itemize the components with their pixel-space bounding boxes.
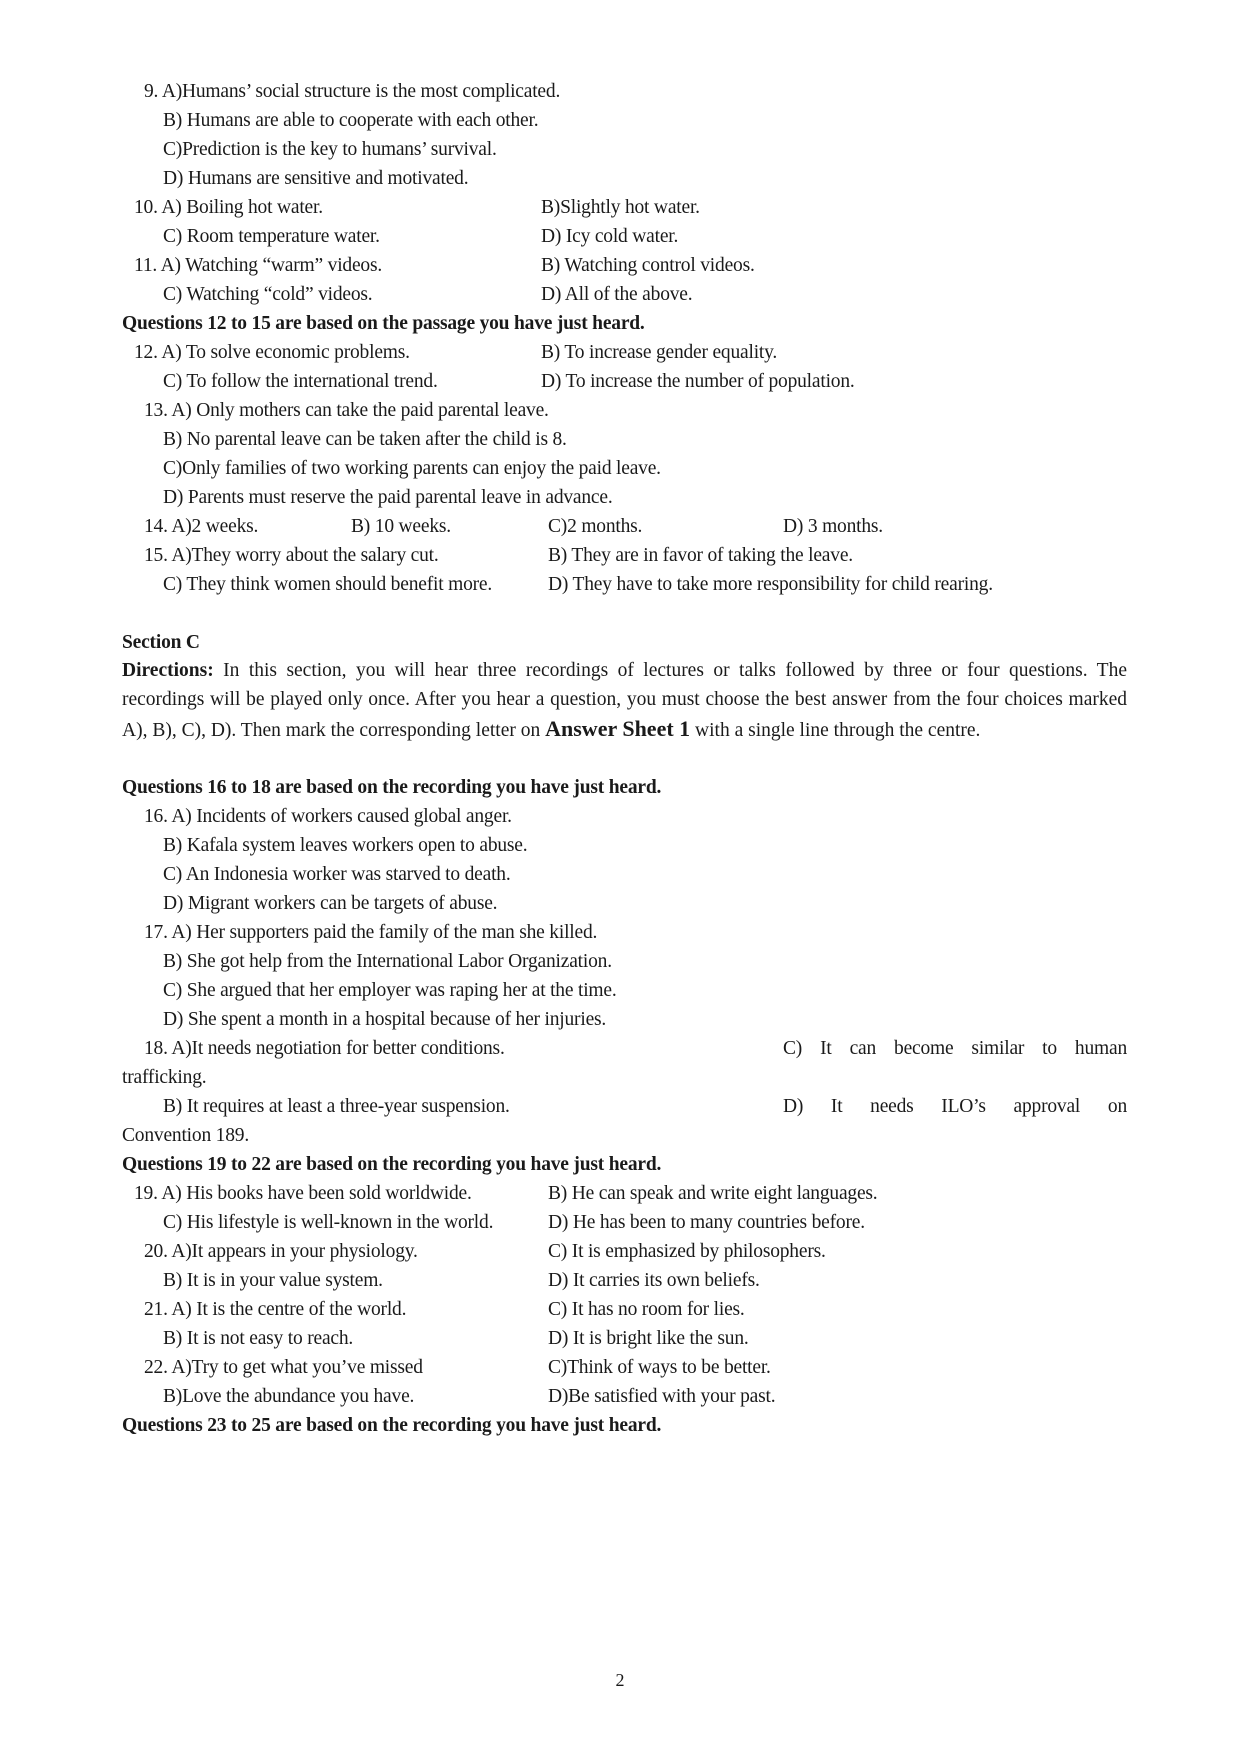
q22-option-b: B)Love the abundance you have. xyxy=(163,1386,415,1407)
directions-label: Directions: xyxy=(122,660,214,681)
page-number: 2 xyxy=(615,1670,625,1690)
q17-option-d: D) She spent a month in a hospital because of her injuries. xyxy=(163,1009,607,1030)
q19-option-d: D) He has been to many countries before. xyxy=(548,1212,865,1233)
section-c-directions xyxy=(122,656,1127,745)
q18-option-d: D) It needs ILO’s approval on xyxy=(783,1096,1127,1117)
q11-option-d: D) All of the above. xyxy=(541,284,693,305)
q9-option-a: 9. A)Humans’ social structure is the most complicated. xyxy=(144,81,561,102)
q10-option-b: B)Slightly hot water. xyxy=(541,197,700,218)
q15-option-a: 15. A)They worry about the salary cut. xyxy=(144,545,439,566)
directions-text-1: In this section, you will hear three recordings of lectures or talks followed by three or four questions. The recordings will be played only once. After you hear a question, you must choose the best answer from the four choices marked A), B), C), D). Then mark the corresponding letter on xyxy=(122,660,1127,741)
question-group-heading-16-18: Questions 16 to 18 are based on the recording you have just heard. xyxy=(122,777,662,798)
question-group-heading-19-22: Questions 19 to 22 are based on the recording you have just heard. xyxy=(122,1154,662,1175)
q21-option-d: D) It is bright like the sun. xyxy=(548,1328,749,1349)
q19-option-a: 19. A) His books have been sold worldwide. xyxy=(134,1183,472,1204)
answer-sheet-label: Answer Sheet 1 xyxy=(545,716,691,741)
q18-option-b: B) It requires at least a three-year suspension. xyxy=(163,1096,510,1117)
q13-option-a: 13. A) Only mothers can take the paid parental leave. xyxy=(144,400,549,421)
q20-option-c: C) It is emphasized by philosophers. xyxy=(548,1241,826,1262)
q11-option-c: C) Watching “cold” videos. xyxy=(163,284,373,305)
q14-option-c: C)2 months. xyxy=(548,516,643,537)
section-c-title: Section C xyxy=(122,632,200,653)
q20-option-a: 20. A)It appears in your physiology. xyxy=(144,1241,418,1262)
q12-option-d: D) To increase the number of population. xyxy=(541,371,855,392)
q9-option-d: D) Humans are sensitive and motivated. xyxy=(163,168,469,189)
q12-option-a: 12. A) To solve economic problems. xyxy=(134,342,410,363)
q18-option-d-continued: Convention 189. xyxy=(122,1125,249,1146)
q13-option-b: B) No parental leave can be taken after the child is 8. xyxy=(163,429,567,450)
q17-option-b: B) She got help from the International Labor Organization. xyxy=(163,951,612,972)
q18-option-a: 18. A)It needs negotiation for better conditions. xyxy=(144,1038,505,1059)
q19-option-c: C) His lifestyle is well-known in the world. xyxy=(163,1212,494,1233)
q16-option-b: B) Kafala system leaves workers open to abuse. xyxy=(163,835,528,856)
q18-option-c: C) It can become similar to human xyxy=(783,1038,1127,1059)
q13-option-c: C)Only families of two working parents can enjoy the paid leave. xyxy=(163,458,661,479)
q14-option-b: B) 10 weeks. xyxy=(351,516,451,537)
q11-option-a: 11. A) Watching “warm” videos. xyxy=(134,255,383,276)
q14-option-d: D) 3 months. xyxy=(783,516,883,537)
q13-option-d: D) Parents must reserve the paid parental leave in advance. xyxy=(163,487,613,508)
q14-option-a: 14. A)2 weeks. xyxy=(144,516,259,537)
q17-option-a: 17. A) Her supporters paid the family of the man she killed. xyxy=(144,922,598,943)
q22-option-a: 22. A)Try to get what you’ve missed xyxy=(144,1357,423,1378)
q21-option-b: B) It is not easy to reach. xyxy=(163,1328,354,1349)
q15-option-d: D) They have to take more responsibility for child rearing. xyxy=(548,574,993,595)
q21-option-c: C) It has no room for lies. xyxy=(548,1299,745,1320)
q12-option-b: B) To increase gender equality. xyxy=(541,342,778,363)
q21-option-a: 21. A) It is the centre of the world. xyxy=(144,1299,407,1320)
question-group-heading-12-15: Questions 12 to 15 are based on the passage you have just heard. xyxy=(122,313,645,334)
q11-option-b: B) Watching control videos. xyxy=(541,255,755,276)
q18-option-c-continued: trafficking. xyxy=(122,1067,207,1088)
q20-option-b: B) It is in your value system. xyxy=(163,1270,383,1291)
q15-option-c: C) They think women should benefit more. xyxy=(163,574,493,595)
q9-option-b: B) Humans are able to cooperate with each other. xyxy=(163,110,539,131)
q19-option-b: B) He can speak and write eight languages. xyxy=(548,1183,878,1204)
q10-option-a: 10. A) Boiling hot water. xyxy=(134,197,323,218)
q12-option-c: C) To follow the international trend. xyxy=(163,371,438,392)
q10-option-d: D) Icy cold water. xyxy=(541,226,679,247)
q10-option-c: C) Room temperature water. xyxy=(163,226,380,247)
q9-option-c: C)Prediction is the key to humans’ survival. xyxy=(163,139,497,160)
q16-option-d: D) Migrant workers can be targets of abuse. xyxy=(163,893,498,914)
q16-option-c: C) An Indonesia worker was starved to death. xyxy=(163,864,511,885)
q16-option-a: 16. A) Incidents of workers caused global anger. xyxy=(144,806,512,827)
q17-option-c: C) She argued that her employer was raping her at the time. xyxy=(163,980,617,1001)
q22-option-d: D)Be satisfied with your past. xyxy=(548,1386,776,1407)
question-group-heading-23-25: Questions 23 to 25 are based on the recording you have just heard. xyxy=(122,1415,662,1436)
q20-option-d: D) It carries its own beliefs. xyxy=(548,1270,760,1291)
q15-option-b: B) They are in favor of taking the leave. xyxy=(548,545,853,566)
q22-option-c: C)Think of ways to be better. xyxy=(548,1357,771,1378)
directions-text-2: with a single line through the centre. xyxy=(690,720,981,741)
